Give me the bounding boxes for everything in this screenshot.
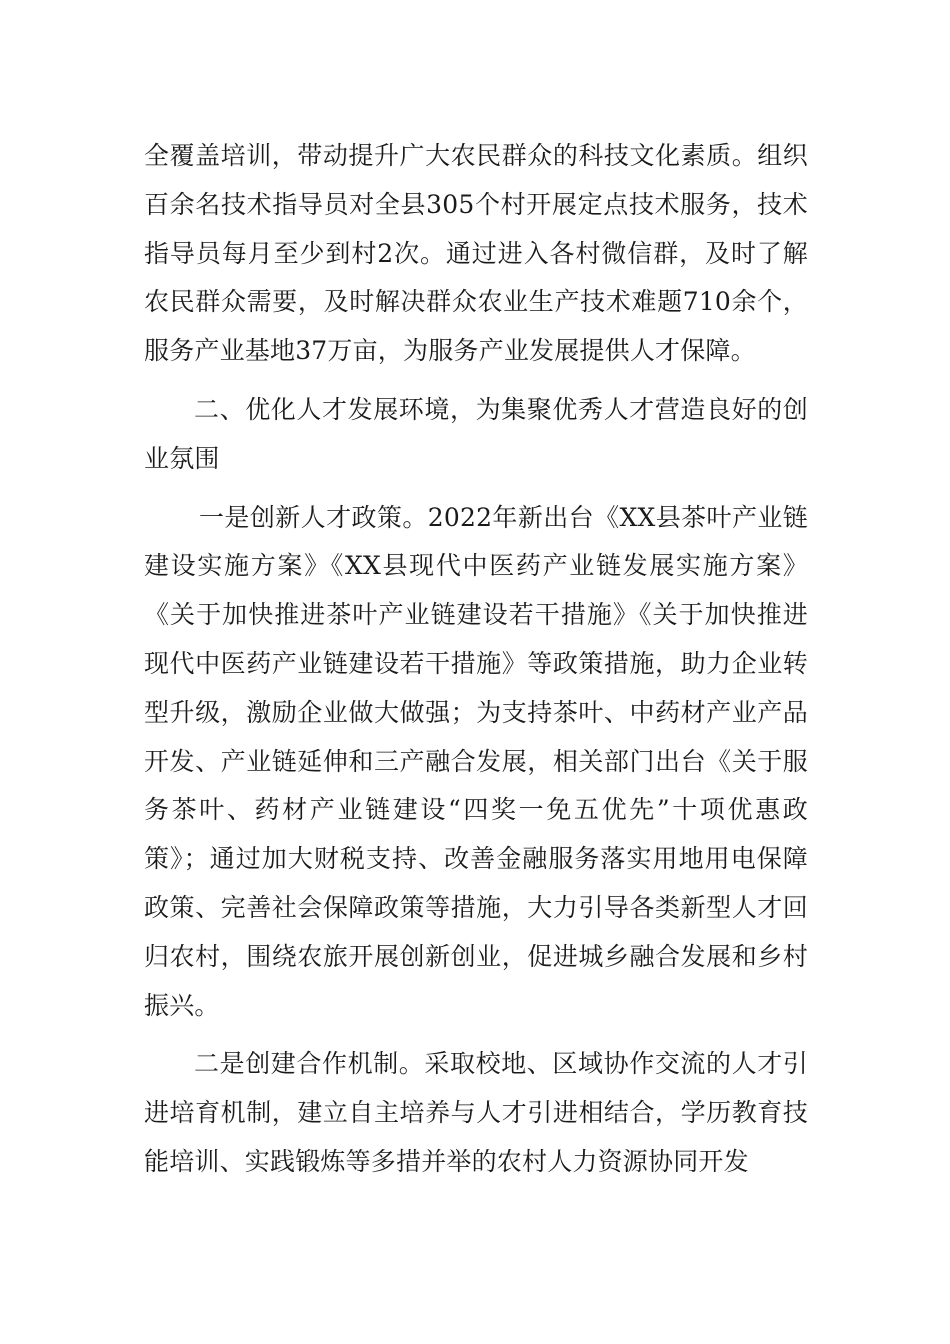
paragraph-cooperation-mechanism: 二是创建合作机制。采取校地、区域协作交流的人才引进培育机制，建立自主培养与人才引进相结合，学历教育技能培训、实践锻炼等多措并举的农村人力资源协同开发: [144, 1049, 808, 1176]
paragraph-innovate-talent-policy: 一是创新人才政策。2022年新出台《XX县茶叶产业链建设实施方案》《XX县现代中医药产业链发展实施方案》《关于加快推进茶叶产业链建设若干措施》《关于加快推进现代中医药产业链建设若干措施》等政策措施，助力企业转型升级，激励企业做大做强；为支持茶叶、中药材产业产品开发、产业链延伸和三产融合发展，相关部门出台《关于服务茶叶、药材产业链建设“四奖一免五优先”十项优惠政策》；通过加大财税支持、改善金融服务落实用地用电保障政策、完善社会保障政策等措施，大力引导各类新型人才回归农村，围绕农旅开展创新创业，促进城乡融合发展和乡村振兴。: [144, 502, 808, 1020]
paragraph-training-continuation: 全覆盖培训，带动提升广大农民群众的科技文化素质。组织百余名技术指导员对全县305个村开展定点技术服务，技术指导员每月至少到村2次。通过进入各村微信群，及时了解农民群众需要，及时解决群众农业生产技术难题710余个，服务产业基地37万亩，为服务产业发展提供人才保障。: [144, 141, 808, 366]
section-heading-talent-environment: 二、优化人才发展环境，为集聚优秀人才营造良好的创业氛围: [144, 394, 808, 473]
document-body: [144, 132, 808, 1187]
